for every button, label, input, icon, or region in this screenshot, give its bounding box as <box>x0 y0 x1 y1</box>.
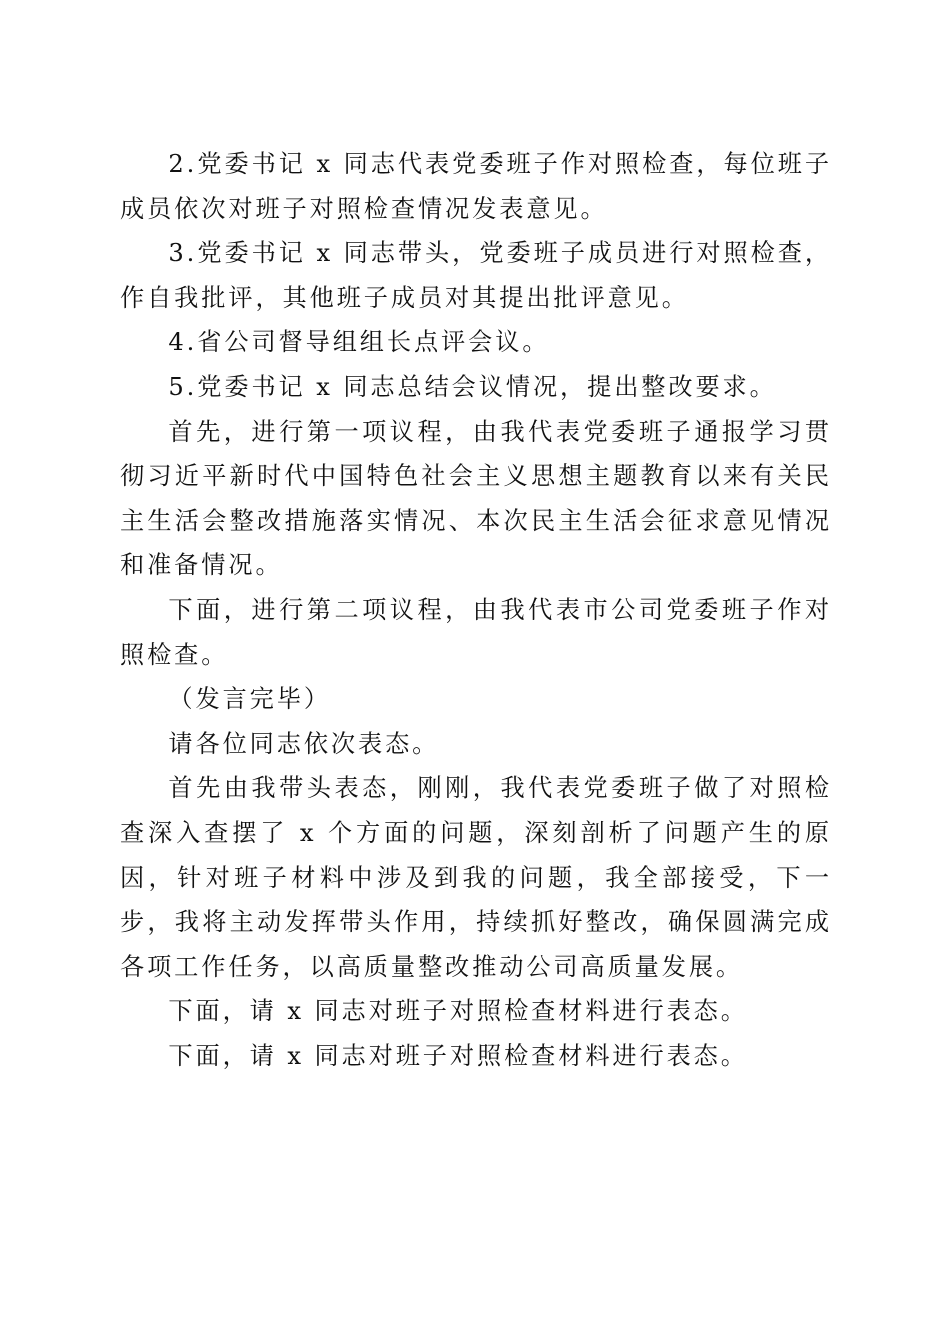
agenda-item-4: 4.省公司督导组组长点评会议。 <box>168 328 550 357</box>
paragraph-second-agenda: 下面，进行第二项议程，由我代表市公司党委班子作对照检查。 <box>120 595 832 669</box>
paragraph-request-statements: 请各位同志依次表态。 <box>168 729 440 758</box>
paragraph-next-statement-1: 下面，请 x 同志对班子对照检查材料进行表态。 <box>168 997 748 1026</box>
paragraph-next-statement-2: 下面，请 x 同志对班子对照检查材料进行表态。 <box>168 1041 748 1070</box>
paragraph-first-agenda: 首先，进行第一项议程，由我代表党委班子通报学习贯彻习近平新时代中国特色社会主义思想主题教育以来有关民主生活会整改措施落实情况、本次民主生活会征求意见情况和准备情况。 <box>120 417 832 580</box>
agenda-item-3: 3.党委书记 x 同志带头，党委班子成员进行对照检查，作自我批评，其他班子成员对其提出批评意见。 <box>120 239 832 312</box>
agenda-item-5: 5.党委书记 x 同志总结会议情况，提出整改要求。 <box>168 372 777 401</box>
paragraph-lead-statement: 首先由我带头表态，刚刚，我代表党委班子做了对照检查深入查摆了 x 个方面的问题，深刻剖析了问题产生的原因，针对班子材料中涉及到我的问题，我全部接受，下一步，我将主动发挥带头作用，持续抓好整改，确保圆满完成各项工作任务，以高质量整改推动公司高质量发展。 <box>120 774 832 981</box>
agenda-item-2: 2.党委书记 x 同志代表党委班子作对照检查，每位班子成员依次对班子对照检查情况发表意见。 <box>120 150 832 223</box>
paragraph-speech-end: （发言完毕） <box>168 685 331 714</box>
document-body <box>120 142 832 1078</box>
